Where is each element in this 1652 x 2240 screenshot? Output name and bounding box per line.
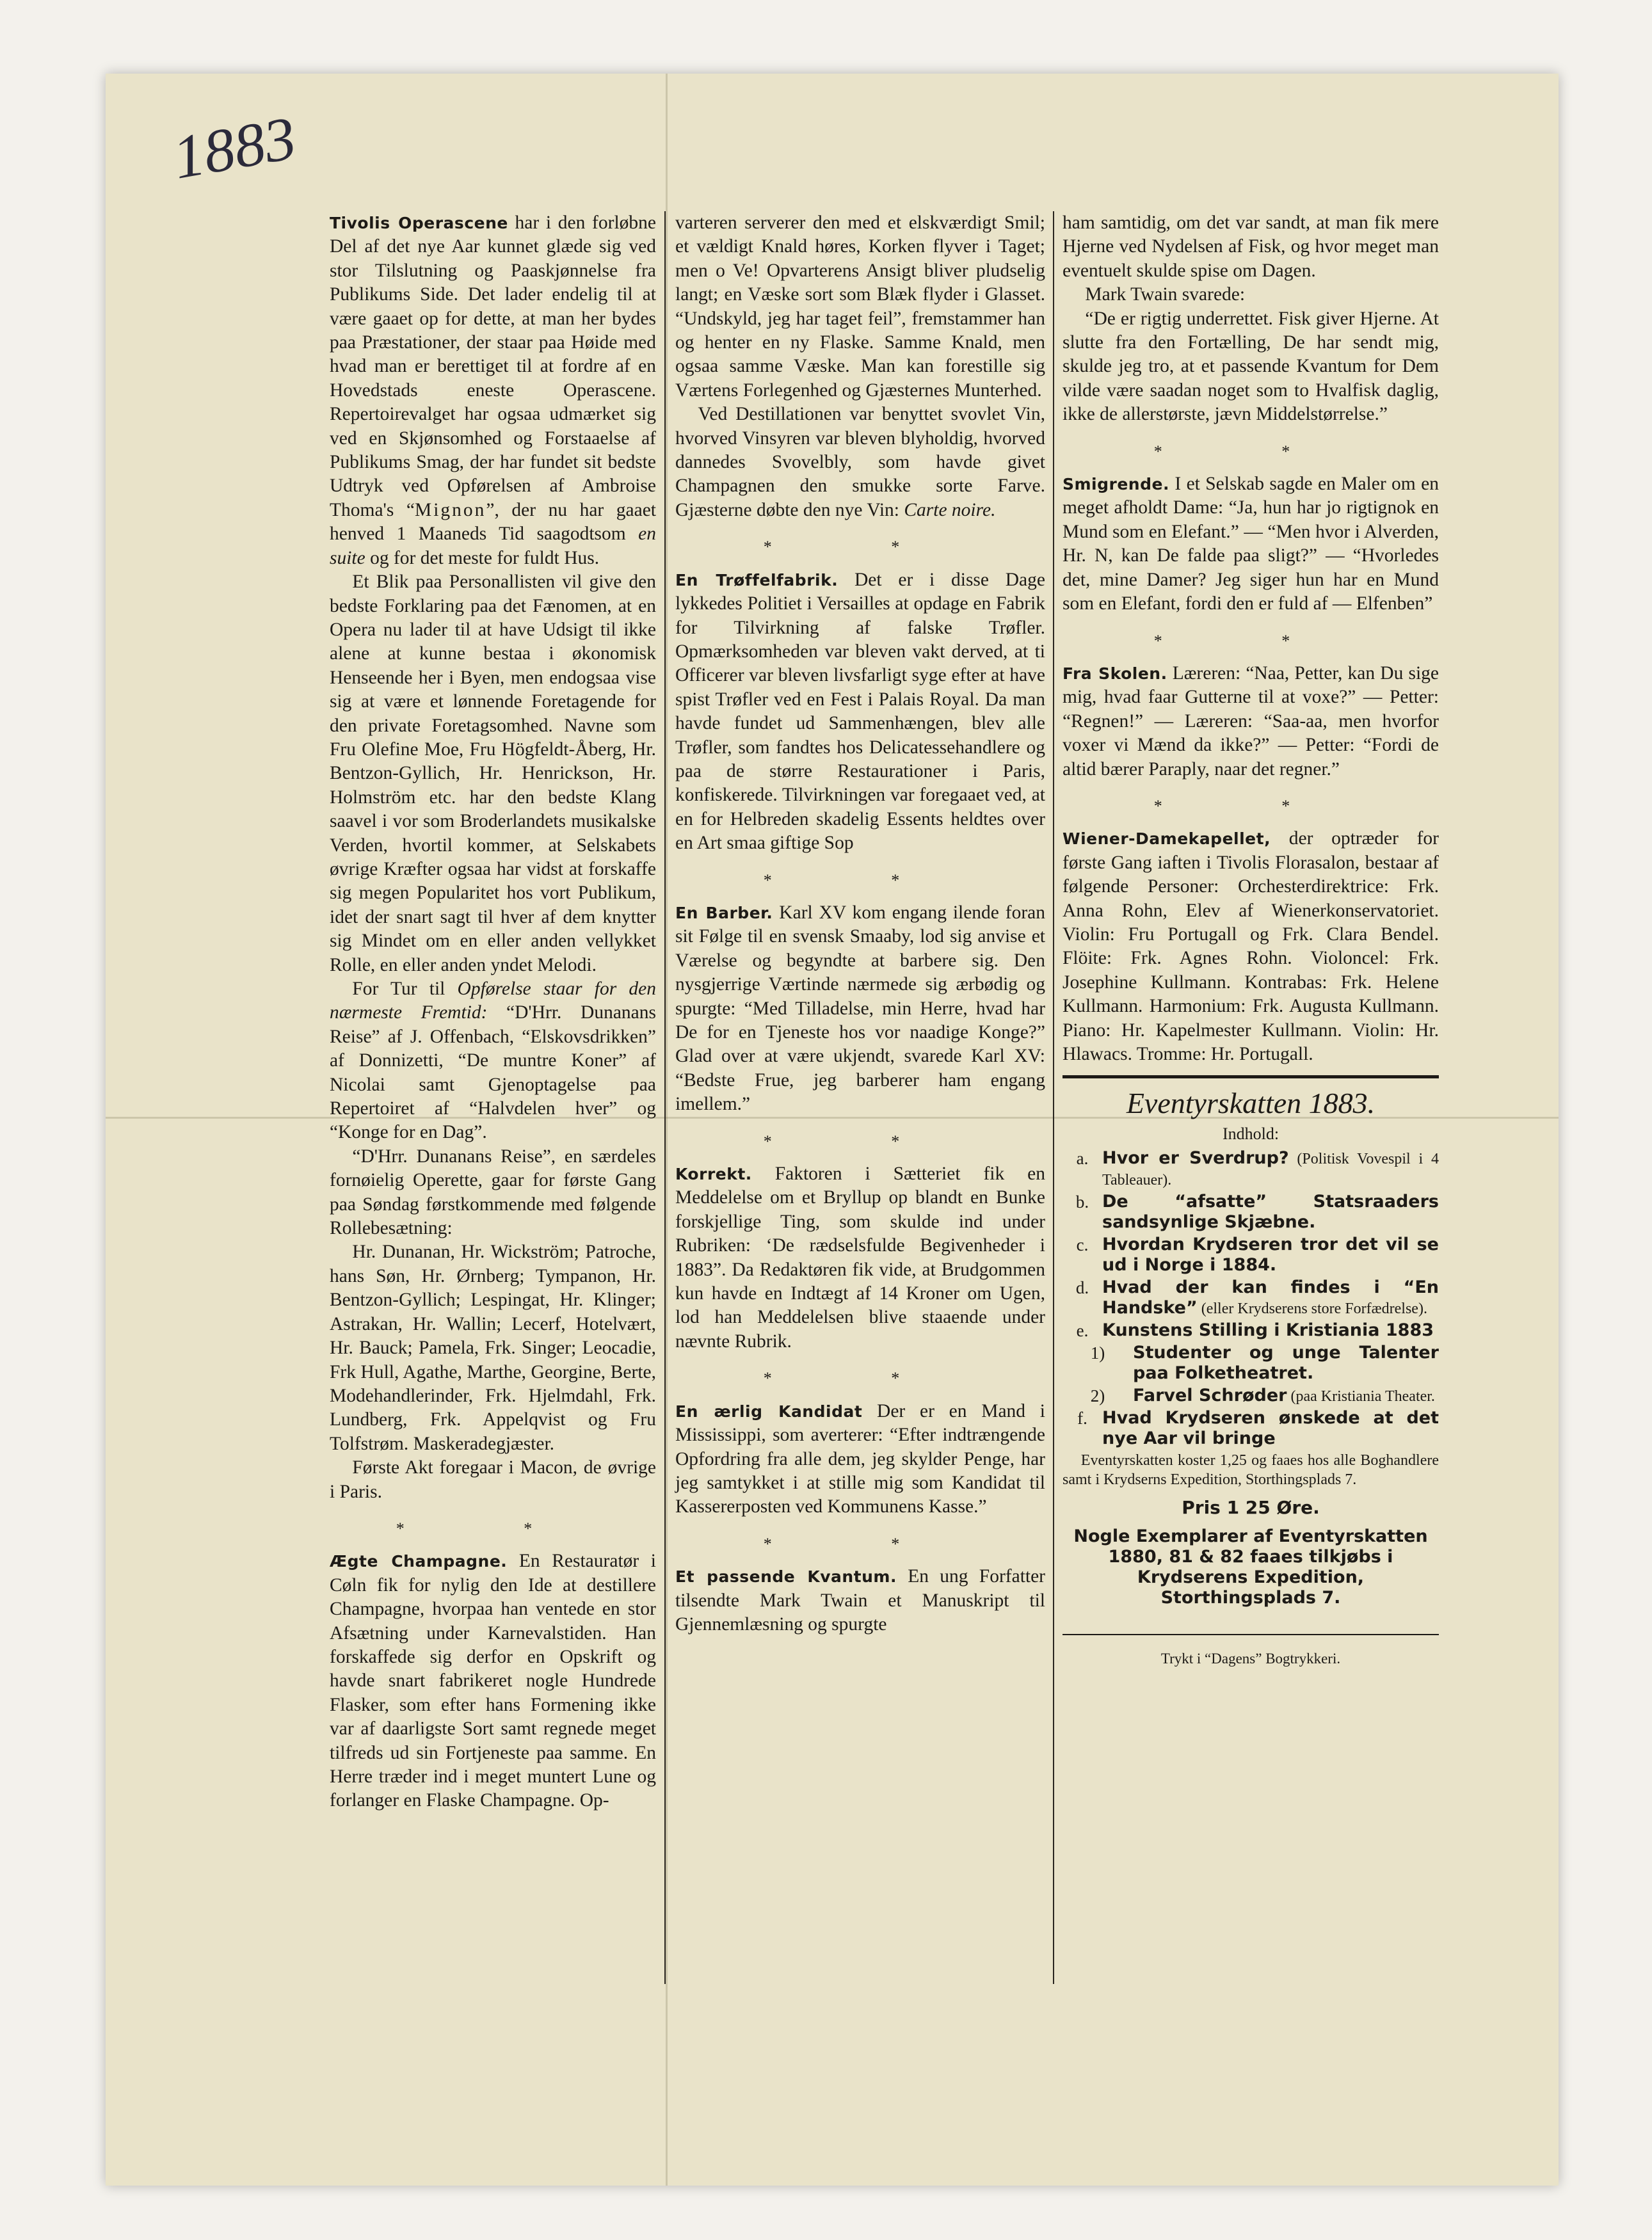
mignon-title: Mignon (414, 499, 486, 520)
article-heading: Smigrende. (1063, 475, 1169, 494)
article-champagne: Ægte Champagne. En Restauratør i Cøln fik for nylig den Ide at destillere Champagne, hvorpaa han ventede en stor Afsætning under Karnevalstiden. Han forskaffede sig derfor en Opskrift og havde snart fabrikeret nogle Hundrede Flasker, som efter hans Formening ikke var af daarligste Sort samt regnede meget tilfreds ud sin Fortjeneste paa samme. En Herre træder ind i meget muntert Lune og forlanger en Flaske Champagne. Op- (330, 1551, 656, 1811)
section-divider-stars: * * (763, 538, 958, 557)
paragraph: “D'Hrr. Dunanans Reise”, en særdeles fornøielig Operette, gaar for første Gang paa Søndag førstkommende med følgende Rollebesætning: (330, 1146, 656, 1239)
ad-title: Eventyrskatten 1883. (1126, 1087, 1375, 1120)
ad-top-rule (1063, 1075, 1439, 1078)
article-heading: En Trøffelfabrik. (675, 570, 838, 589)
article-barber: En Barber. Karl XV kom engang ilende foran sit Følge til en svensk Smaaby, lod sig anvise et Værelse og begyndte at barbere sig. Den nysgjerrige Værtinde nærmede sig ærbødig og spurgte: “Med Tilladelse, min Herre, hvad har De for en Tjeneste hos vor naadige Konge?” Glad over at være ukjendt, svarede Karl XV: “Bedste Frue, jeg barberer ham engang imellem.” (675, 902, 1045, 1115)
ad-item: d. Hvad der kan findes i “En Handske” (eller Krydserens store Forfædrelse). (1075, 1277, 1439, 1318)
paragraph: ham samtidig, om det var sandt, at man fik mere Hjerne ved Nydelsen af Fisk, og hvor meget man eventuelt skulde spise om Dagen. (1063, 212, 1439, 281)
article-heading: En ærlig Kandidat (675, 1402, 863, 1421)
article-wiener-damekapellet: Wiener-Damekapellet, der optræder for første Gang iaften i Tivolis Florasalon, bestaar af følgende Personer: Orchesterdirektrice: Frk. Anna Rohn, Elev af Wienerkonservatoriet. Violin: Fru Portugall og Frk. Clara Bendel. Flöite: Frk. Agnes Rohn. Violoncel: Frk. Josephine Kullmann. Kontrabas: Frk. Helene Kullmann. Harmonium: Frk. Augusta Kullmann. Piano: Hr. Kapelmester Kullmann. Violin: Hr. Hlawacs. Tromme: Hr. Portugall. (1063, 828, 1439, 1064)
section-divider-stars: * * (1153, 442, 1348, 461)
paragraph: Et Blik paa Personallisten vil give den bedste Forklaring paa det Fænomen, at en Opera nu lader til at have Udsigt til ikke alene at kunne bestaa i økonomisk Henseende her i Byen, men endogsaa vise sig at være et lønnende Foretagende for den private Foretagsomhed. Navne som Fru Olefine Moe, Fru Högfeldt-Åberg, Hr. Bentzon-Gyllich, Hr. Henrickson, Hr. Holmström etc. har den bedste Klang saavel i vor som Broderlandets musikalske Verden, hvortil kommer, at Selskabets øvrige Kræfter ogsaa har vidst at forskaffe sig megen Popularitet hos vort Publikum, idet der snart sagt til hver af dem knytter sig Mindet om en eller anden vellykket Rolle, en eller anden yndet Melodi. (330, 572, 656, 975)
printer-rule (1063, 1634, 1439, 1635)
ad-contents-label: Indhold: (1222, 1124, 1279, 1143)
article-suitable-quantity: Et passende Kvantum. En ung Forfatter tilsendte Mark Twain et Manuskript til Gjennemlæsning og spurgte (675, 1566, 1045, 1635)
ad-subitem: 2) Farvel Schrøder (paa Kristiania Theater. (1090, 1386, 1435, 1406)
ad-item: c. Hvordan Krydseren tror det vil se ud i Norge i 1884. (1076, 1235, 1439, 1276)
section-divider-stars: * * (1153, 796, 1348, 815)
article-flattering: Smigrende. I et Selskab sagde en Maler om en meget afholdt Dame: “Ja, hun har jo rigtignok en Mund som en Elefant.” — “Men hvor i Alverden, Hr. N, kan De falde paa sligt?” — “Hvorledes det, mine Damer? Jeg siger hun har en Mund som en Elefant, fordi den er fuld af — Elfenben” (1063, 474, 1439, 614)
column-rule-2 (1053, 211, 1054, 1984)
article-honest-candidate: En ærlig Kandidat Der er en Mand i Mississippi, som averterer: “Efter indtrængende Opfordring fra alle dem, jeg skylder Penge, har jeg samtykket i at stille mig som Kandidat til Kassererposten ved Kommunens Kasse.” (675, 1400, 1045, 1517)
ad-price: Pris 1 25 Øre. (1182, 1497, 1320, 1519)
article-heading: Ægte Champagne. (330, 1552, 508, 1571)
advertisement-eventyrskatten (1063, 1087, 1439, 1608)
ad-subitem: 1) Studenter og unge Talenter paa Folketheatret. (1090, 1343, 1439, 1384)
article-truffle-factory: En Trøffelfabrik. Det er i disse Dage lykkedes Politiet i Versailles at opdage en Fabrik for Tilvirkning af falske Trøfler. Opmærksomheden var bleven vakt derved, at ti Officerer var bleven livsfarligt syge efter at have spist Trøfler ved en Fest i Palais Royal. Da man havde fundet ud Sammenhængen, blev alle Trøfler, som fandtes hos Delicatessehandlere og paa de større Restaurationer i Paris, konfiskerede. Tilvirkningen var foregaaet ved, at en for Helbreden skadelig Essents heldtes over en Art smaa giftige Sop (675, 569, 1045, 854)
paragraph: varteren serverer den med et elskværdigt Smil; et vældigt Knald høres, Korken flyver i Taget; men o Ve! Opvarterens Ansigt bliver pludselig langt; en Væske sort som Blæk flyder i Glasset. “Undskyld, jeg har taget feil”, fremstammer han og henter en ny Flaske. Samme Knald, men ogsaa samme Væske. Man kan forestille sig Værtens Forlegenhed og Gjæsternes Munterhed. (675, 212, 1045, 401)
column-2 (675, 211, 1045, 1636)
section-divider-stars: * * (396, 1519, 590, 1538)
paragraph: “De er rigtig underrettet. Fisk giver Hjerne. At slutte fra den Fortælling, De har sendt mig, skulde jeg tro, at et passende Kvantum for Dem vilde være saadan noget som to Hvalfisk daglig, ikke de allerstørste, jævn Middelstørrelse.” (1063, 308, 1439, 425)
article-heading: Tivolis Operascene (330, 214, 508, 232)
article-heading: Fra Skolen. (1063, 664, 1167, 683)
section-divider-stars: * * (763, 1534, 958, 1553)
article-tivoli-opera: Tivolis Operascene har i den forløbne Del af det nye Aar kunnet glæde sig ved stor Tilslutning og Paaskjønnelse fra Publikums Side. Det lader endelig til at være gaaet op for dette, at man her bydes paa Præstationer, der staar paa Høide med hvad man er berettiget til at fordre af en Hovedstads eneste Operascene. Repertoirevalget har ogsaa udmærket sig ved en Skjønsomhed og Forstaaelse af Publikums Smag, der har fundet sit bedste Udtryk ved Opførelsen af Ambroise Thoma's “Mignon”, der nu har gaaet henved 1 Maaneds Tid saagodtsom en suite og for det meste for fuldt Hus. (330, 212, 656, 568)
paragraph: Ved Destillationen var benyttet svovlet Vin, hvorved Vinsyren var bleven blyholdig, hvorved dannedes Svovelbly, som havde givet Champagnen den smukke sorte Farve. Gjæsterne døbte den nye Vin: Carte noire. (675, 404, 1045, 520)
paragraph: Første Akt foregaar i Macon, de øvrige i Paris. (330, 1457, 656, 1502)
article-korrekt: Korrekt. Faktoren i Sætteriet fik en Meddelelse om et Bryllup op blandt en Bunke forskjellige Ting, som skulde ind under Rubriken: ‘De rædselsfulde Begivenheder i 1883”. Da Redaktøren fik vide, at Brudgommen kun havde en Indtægt af 14 Kroner om Ugen, lod han Meddelelsen blive staaende under nævnte Rubrik. (675, 1164, 1045, 1352)
column-1 (330, 211, 656, 1813)
cast-list: Hr. Dunanan, Hr. Wickström; Patroche, hans Søn, Hr. Ørnberg; Tympanon, Hr. Bentzon-Gyllich; Lespingat, Hr. Klinger; Astrakan, Hr. Wallin; Lecerf, Hotelvært, Hr. Bauck; Pamela, Frk. Singer; Leocadie, Frk Hull, Agathe, Marthe, Georgine, Berte, Modehandlerinder, Frk. Hjelmdahl, Frk. Lundberg, Frk. Appelqvist og Fru Tolfstrøm. Maskeradegjæster. (330, 1242, 656, 1454)
section-divider-stars: * * (1153, 631, 1348, 650)
section-divider-stars: * * (763, 870, 958, 890)
handwritten-year: 1883 (168, 103, 301, 192)
article-heading: Wiener-Damekapellet, (1063, 829, 1271, 849)
column-rule-1 (664, 211, 666, 1984)
ad-item: b. De “afsatte” Statsraaders sandsynlige Skjæbne. (1075, 1192, 1439, 1233)
section-divider-stars: * * (763, 1132, 958, 1151)
ad-back-issues: Nogle Exemplarer af Eventyrskatten 1880, 81 & 82 faaes tilkjøbs i Krydserens Expedition, Storthingsplads 7. (1073, 1526, 1428, 1608)
printer-imprint: Trykt i “Dagens” Bogtrykkeri. (1160, 1650, 1341, 1667)
ad-price-note: Eventyrskatten koster 1,25 og faaes hos alle Boghandlere samt i Krydserns Expedition, Storthingsplads 7. (1063, 1452, 1439, 1489)
paragraph: Mark Twain svarede: (1085, 284, 1246, 305)
ad-item: e. Kunstens Stilling i Kristiania 1883 (1076, 1320, 1434, 1341)
article-heading: Et passende Kvantum. (675, 1567, 897, 1587)
ad-item: a. Hvor er Sverdrup? (Politisk Vovespil i 4 Tableauer). (1076, 1148, 1439, 1189)
article-heading: En Barber. (675, 903, 773, 922)
paragraph: For Tur til Opførelse staar for den nærmeste Fremtid: “D'Hrr. Dunanans Reise” af J. Offenbach, “Elskovsdrikken” af Donnizetti, “De muntre Koner” af Nicolai samt Gjenoptagelse paa Repertoiret af “Halvdelen hver” og “Konge for en Dag”. (330, 979, 656, 1143)
article-from-school: Fra Skolen. Læreren: “Naa, Petter, kan Du sige mig, hvad faar Gutterne til at voxe?” — Petter: “Regnen!” — Læreren: “Saa-aa, men hvorfor voxer vi Mænd da ikke?” — Petter: “Fordi de altid bærer Paraply, naar det regner.” (1063, 662, 1439, 780)
section-divider-stars: * * (763, 1369, 958, 1388)
column-3 (1063, 211, 1439, 1670)
vertical-fold-line (666, 74, 668, 2186)
ad-item: f. Hvad Krydseren ønskede at det nye Aar vil bringe (1077, 1408, 1439, 1449)
article-heading: Korrekt. (675, 1165, 752, 1184)
